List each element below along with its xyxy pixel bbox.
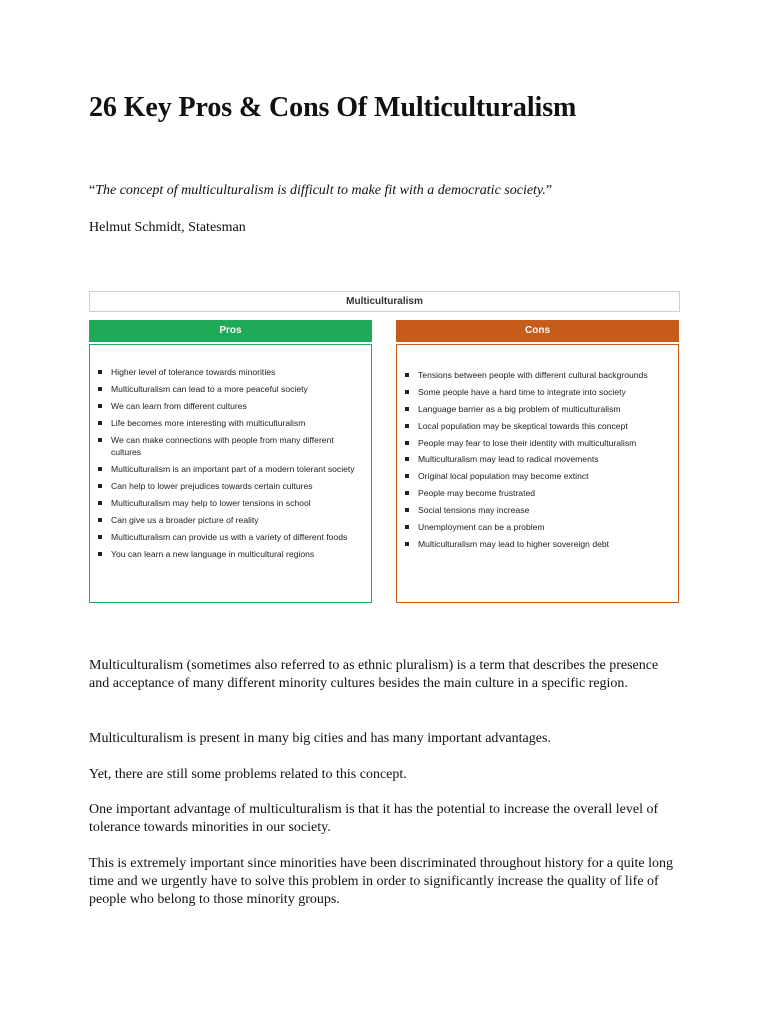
cons-header: Cons: [396, 320, 679, 342]
pros-header: Pros: [89, 320, 372, 342]
cons-item: Tensions between people with different cultural backgrounds: [417, 369, 666, 382]
page-title: 26 Key Pros & Cons Of Multiculturalism: [89, 92, 577, 123]
pros-item: Can give us a broader picture of reality: [110, 514, 359, 527]
cons-item: Original local population may become extinct: [417, 470, 666, 483]
quote: [89, 182, 681, 200]
pros-cons-infographic: [89, 291, 680, 604]
quote-close-mark: ”: [545, 183, 553, 198]
cons-item: People may become frustrated: [417, 487, 666, 500]
pros-item: Higher level of tolerance towards minorities: [110, 366, 359, 379]
pros-item: Multiculturalism may help to lower tensions in school: [110, 497, 359, 510]
cons-item: Some people have a hard time to integrate into society: [417, 386, 666, 399]
pros-box: [89, 344, 372, 603]
body-paragraph: Multiculturalism (sometimes also referred to as ethnic pluralism) is a term that describes the presence and acceptance of many different minority cultures besides the main culture in a specific region.: [89, 658, 659, 691]
cons-item: Unemployment can be a problem: [417, 521, 666, 534]
body-paragraph: Multiculturalism is present in many big cities and has many important advantages.: [89, 731, 551, 746]
pros-item: Multiculturalism can lead to a more peaceful society: [110, 383, 359, 396]
pros-item: We can learn from different cultures: [110, 400, 359, 413]
pros-item: Life becomes more interesting with multiculturalism: [110, 417, 359, 430]
cons-item: Social tensions may increase: [417, 504, 666, 517]
pros-item: Can help to lower prejudices towards certain cultures: [110, 480, 359, 493]
cons-box: [396, 344, 679, 603]
cons-item: Local population may be skeptical towards this concept: [417, 420, 666, 433]
pros-list: [90, 345, 371, 560]
pros-item: You can learn a new language in multicultural regions: [110, 548, 359, 561]
cons-item: People may fear to lose their identity with multiculturalism: [417, 437, 666, 450]
pros-item: Multiculturalism can provide us with a variety of different foods: [110, 531, 359, 544]
quote-open-mark: “: [89, 183, 96, 198]
cons-list: [397, 345, 678, 551]
body-paragraph: One important advantage of multiculturalism is that it has the potential to increase the overall level of tolerance towards minorities in our society.: [89, 802, 659, 835]
pros-item: Multiculturalism is an important part of a modern tolerant society: [110, 463, 359, 476]
quote-attribution: Helmut Schmidt, Statesman: [89, 220, 246, 235]
pros-item: We can make connections with people from many different cultures: [110, 434, 359, 459]
quote-text: The concept of multiculturalism is difficult to make fit with a democratic society.: [95, 183, 546, 198]
infographic-title: Multiculturalism: [89, 291, 680, 312]
cons-item: Multiculturalism may lead to higher sovereign debt: [417, 538, 666, 551]
cons-item: Language barrier as a big problem of multiculturalism: [417, 403, 666, 416]
body-paragraph: Yet, there are still some problems related to this concept.: [89, 767, 407, 782]
body-paragraph: This is extremely important since minorities have been discriminated throughout history for a quite long time and we urgently have to solve this problem in order to significantly increase the quality of life of people who belong to those minority groups.: [89, 856, 673, 907]
cons-item: Multiculturalism may lead to radical movements: [417, 453, 666, 466]
